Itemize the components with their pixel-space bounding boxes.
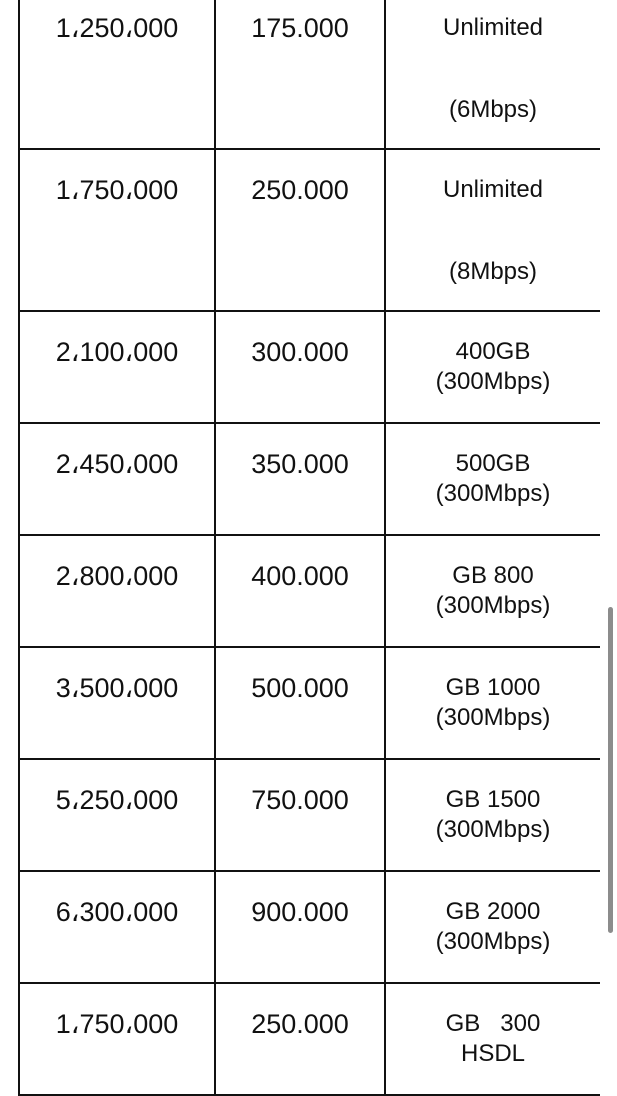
- amount-cell: 750.000: [215, 759, 385, 871]
- plan-cell: [385, 423, 600, 535]
- amount-cell: 250.000: [215, 149, 385, 311]
- plan-speed: (300Mbps): [435, 704, 551, 731]
- plan-quota: GB 1000: [445, 674, 541, 701]
- plan-cell: [385, 647, 600, 759]
- pricing-table-container: [18, 0, 599, 1096]
- table-row: [19, 423, 600, 535]
- table-row: [19, 759, 600, 871]
- table-row: [19, 311, 600, 423]
- plan-quota: GB 800: [452, 562, 534, 589]
- pricing-table: [18, 0, 600, 1096]
- plan-cell: [385, 535, 600, 647]
- plan-cell: [385, 983, 600, 1095]
- table-row: [19, 983, 600, 1095]
- plan-quota: Unlimited: [442, 176, 544, 203]
- amount-cell: 350.000: [215, 423, 385, 535]
- amount-cell: 250.000: [215, 983, 385, 1095]
- plan-cell: [385, 759, 600, 871]
- plan-quota: GB 300: [445, 1010, 541, 1037]
- plan-speed: (300Mbps): [435, 368, 551, 395]
- plan-quota: GB 2000: [445, 898, 541, 925]
- plan-quota: Unlimited: [442, 14, 544, 41]
- amount-cell: 400.000: [215, 535, 385, 647]
- plan-speed: (8Mbps): [448, 258, 538, 285]
- price-cell: 3،500،000: [19, 647, 215, 759]
- table-row: [19, 647, 600, 759]
- price-cell: 2،100،000: [19, 311, 215, 423]
- price-cell: 2،800،000: [19, 535, 215, 647]
- plan-quota: GB 1500: [445, 786, 541, 813]
- price-cell: 2،450،000: [19, 423, 215, 535]
- price-cell: 1،750،000: [19, 983, 215, 1095]
- plan-speed: (300Mbps): [435, 480, 551, 507]
- plan-cell: [385, 871, 600, 983]
- plan-cell: [385, 0, 600, 149]
- vertical-scrollbar[interactable]: [608, 607, 613, 933]
- plan-quota: 400GB: [455, 338, 531, 365]
- amount-cell: 175.000: [215, 0, 385, 149]
- plan-speed: (300Mbps): [435, 928, 551, 955]
- plan-speed: (300Mbps): [435, 816, 551, 843]
- table-row: [19, 149, 600, 311]
- price-cell: 6،300،000: [19, 871, 215, 983]
- plan-speed: HSDL: [460, 1040, 526, 1067]
- plan-speed: (6Mbps): [448, 96, 538, 123]
- amount-cell: 300.000: [215, 311, 385, 423]
- price-cell: 5،250،000: [19, 759, 215, 871]
- table-row: [19, 0, 600, 149]
- plan-speed: (300Mbps): [435, 592, 551, 619]
- plan-cell: [385, 311, 600, 423]
- price-cell: 1،250،000: [19, 0, 215, 149]
- plan-cell: [385, 149, 600, 311]
- price-cell: 1،750،000: [19, 149, 215, 311]
- plan-quota: 500GB: [455, 450, 531, 477]
- amount-cell: 500.000: [215, 647, 385, 759]
- amount-cell: 900.000: [215, 871, 385, 983]
- table-row: [19, 871, 600, 983]
- table-row: [19, 535, 600, 647]
